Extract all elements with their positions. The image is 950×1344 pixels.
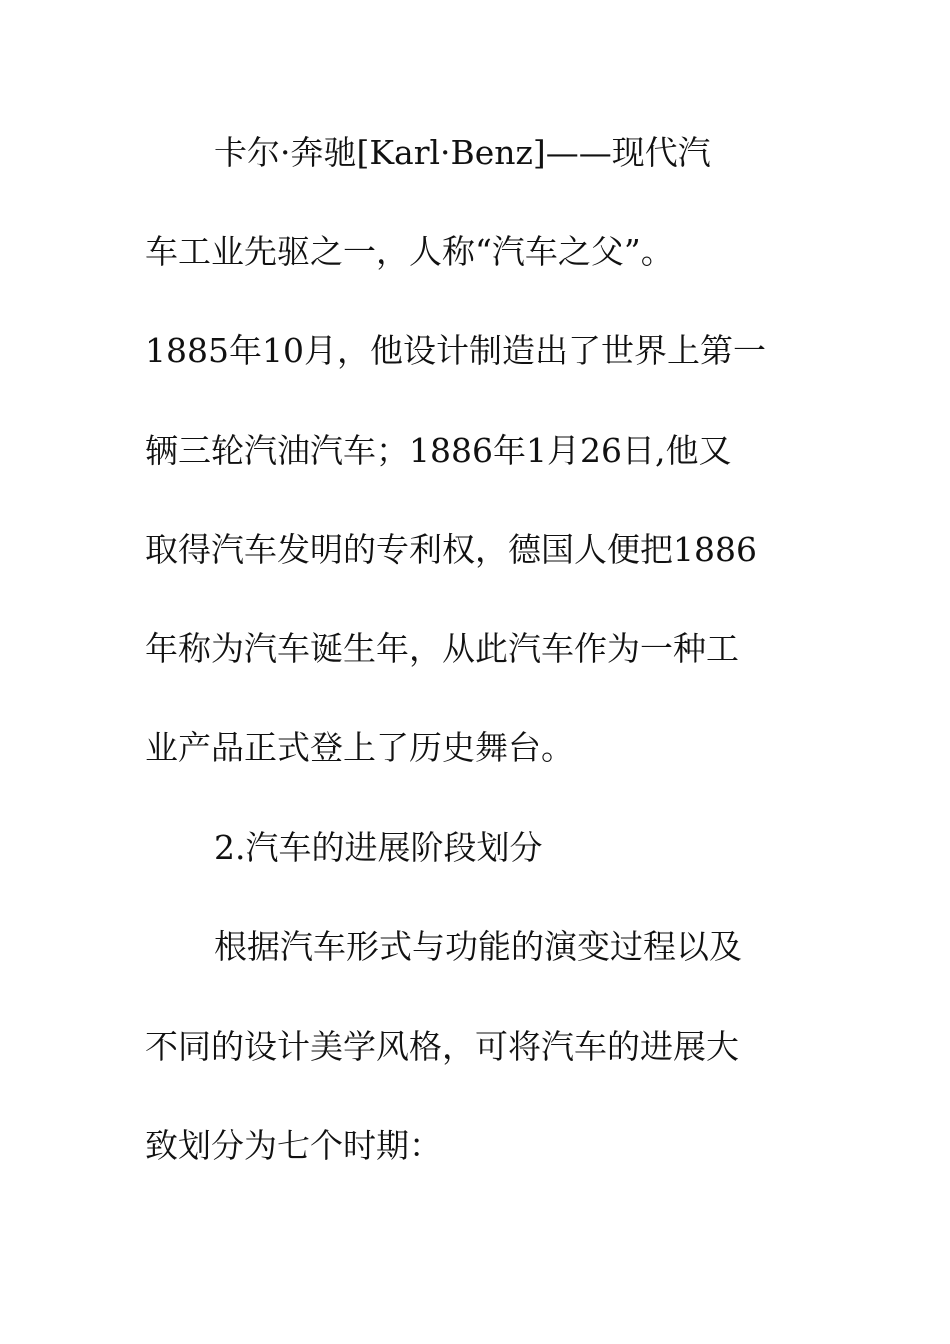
paragraph-1-line-5: 取得汽车发明的专利权，德国人便把1886 <box>145 530 757 569</box>
paragraph-1-line-1: 卡尔·奔驰[Karl·Benz]——现代汽 <box>214 133 711 172</box>
paragraph-2-line-3: 致划分为七个时期： <box>145 1126 442 1165</box>
paragraph-1-line-4: 辆三轮汽油汽车；1886年1月26日,他又 <box>145 431 732 470</box>
paragraph-1-line-6: 年称为汽车诞生年，从此汽车作为一种工 <box>145 629 739 668</box>
paragraph-2-line-2: 不同的设计美学风格，可将汽车的进展大 <box>145 1027 739 1066</box>
paragraph-2-line-1: 根据汽车形式与功能的演变过程以及 <box>214 927 742 966</box>
section-heading: 2.汽车的进展阶段划分 <box>214 828 543 867</box>
paragraph-1-line-2: 车工业先驱之一，人称“汽车之父”。 <box>145 232 674 271</box>
paragraph-1-line-3: 1885年10月，他设计制造出了世界上第一 <box>145 331 766 370</box>
paragraph-1-line-7: 业产品正式登上了历史舞台。 <box>145 728 574 767</box>
